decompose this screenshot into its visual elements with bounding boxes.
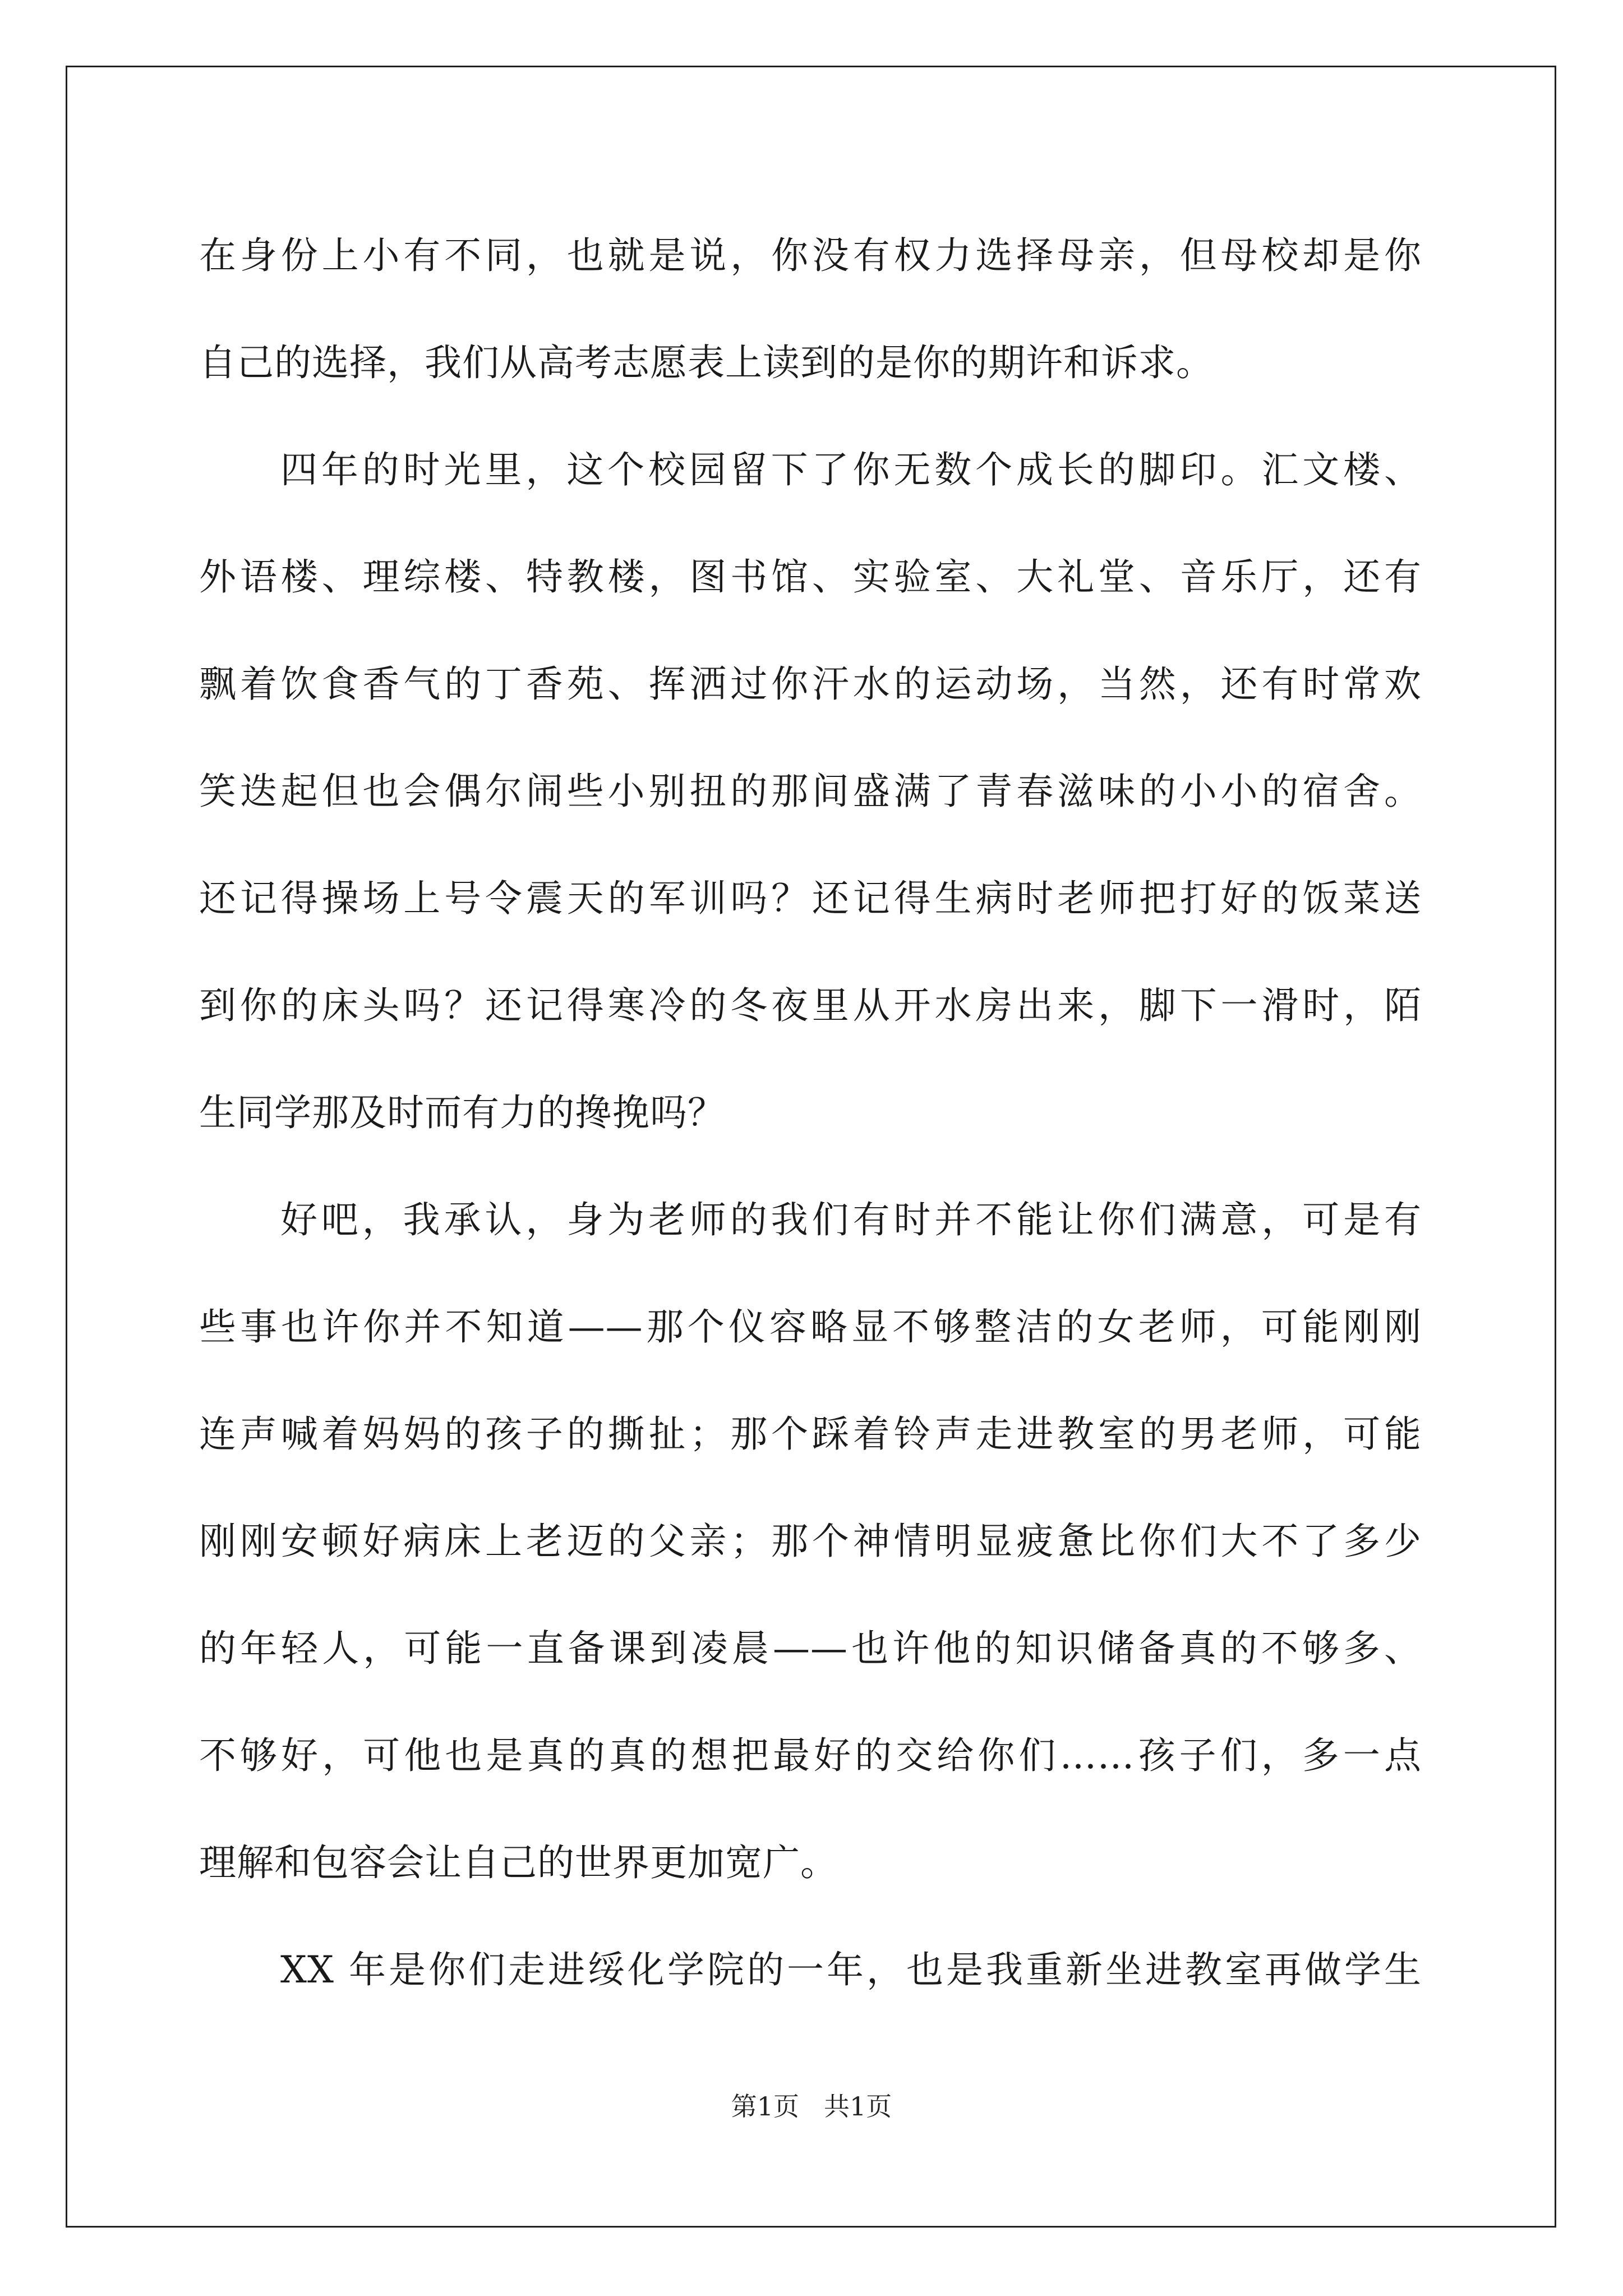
text-line: 生同学那及时而有力的搀挽吗？ (199, 1091, 725, 1134)
text-line: 连声喊着妈妈的孩子的撕扯；那个踩着铃声走进教室的男老师，可能 (199, 1412, 1422, 1456)
text-line: 自己的选择，我们从高考志愿表上读到的是你的期许和诉求。 (199, 341, 1214, 384)
text-line: 些事也许你并不知道——那个仪容略显不够整洁的女老师，可能刚刚 (199, 1305, 1422, 1349)
text-line: 外语楼、理综楼、特教楼，图书馆、实验室、大礼堂、音乐厅，还有 (199, 555, 1422, 599)
page-total: 共1页 (824, 2091, 892, 2122)
page-number: 第1页 (731, 2091, 799, 2122)
paragraph-first-line: 四年的时光里，这个校园留下了你无数个成长的脚印。汇文楼、 (280, 448, 1422, 491)
document-body (199, 202, 1422, 2023)
paragraph-first-line: 好吧，我承认，身为老师的我们有时并不能让你们满意，可是有 (280, 1198, 1422, 1241)
text-line: 飘着饮食香气的丁香苑、挥洒过你汗水的运动场，当然，还有时常欢 (199, 662, 1422, 706)
text-line: 的年轻人，可能一直备课到凌晨——也许他的知识储备真的不够多、 (199, 1627, 1422, 1670)
text-line: 刚刚安顿好病床上老迈的父亲；那个神情明显疲惫比你们大不了多少 (199, 1520, 1422, 1563)
paragraph-first-line: XX 年是你们走进绥化学院的一年，也是我重新坐进教室再做学生 (280, 1948, 1422, 1991)
text-line: 不够好，可他也是真的真的想把最好的交给你们……孩子们，多一点 (199, 1734, 1422, 1777)
text-line: 还记得操场上号令震天的军训吗？还记得生病时老师把打好的饭菜送 (199, 877, 1422, 920)
page-footer (0, 2090, 1623, 2123)
text-line: 在身份上小有不同，也就是说，你没有权力选择母亲，但母校却是你 (199, 234, 1422, 277)
text-line: 笑迭起但也会偶尔闹些小别扭的那间盛满了青春滋味的小小的宿舍。 (199, 770, 1422, 813)
text-line: 理解和包容会让自己的世界更加宽广。 (199, 1841, 838, 1884)
text-line: 到你的床头吗？还记得寒冷的冬夜里从开水房出来，脚下一滑时，陌 (199, 984, 1422, 1027)
